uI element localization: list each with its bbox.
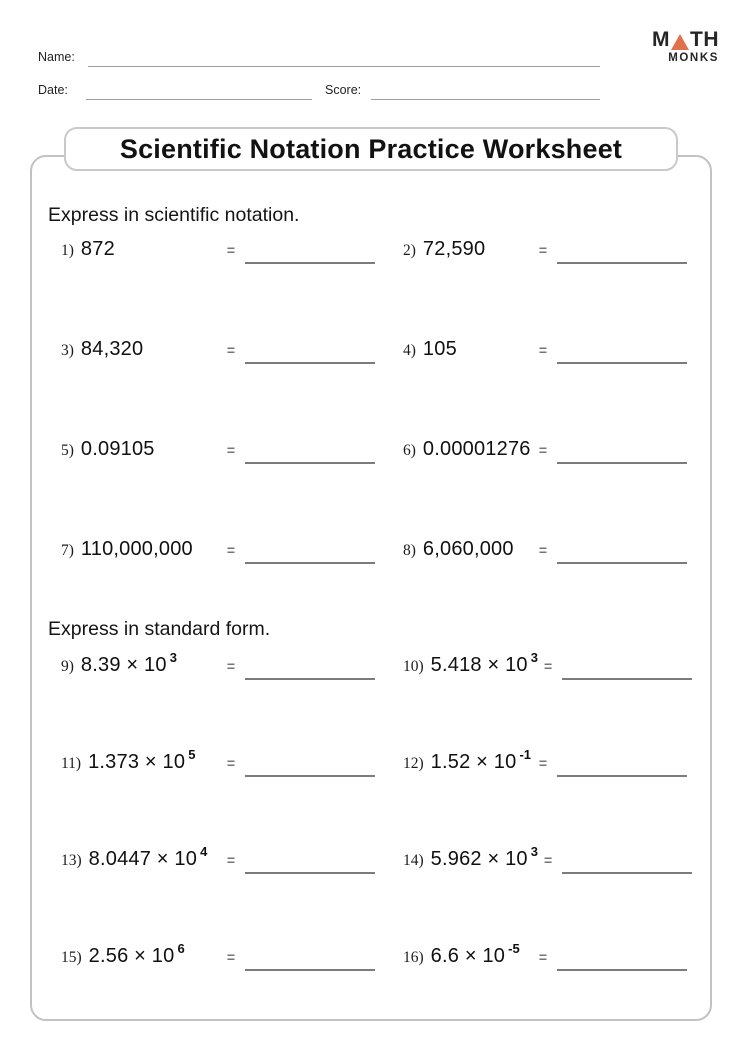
section-heading-standard: Express in standard form. xyxy=(48,618,271,640)
answer-blank[interactable] xyxy=(557,262,687,264)
problem-item xyxy=(61,538,375,572)
logo-letter-m: M xyxy=(652,28,670,51)
equals-sign: = xyxy=(226,442,235,458)
problems-grid-scientific xyxy=(61,238,710,572)
exponent: -5 xyxy=(508,941,520,956)
problem-value: 6.6 × 10 $^{-5}$ xyxy=(430,941,520,967)
logo-letters-th: TH xyxy=(690,28,719,51)
answer-blank[interactable] xyxy=(245,775,375,777)
problem-number: 11) xyxy=(61,755,82,772)
problem-item xyxy=(61,238,375,272)
answer-blank[interactable] xyxy=(562,678,692,680)
logo-monks-word: MONKS xyxy=(668,52,719,64)
equals-sign: = xyxy=(538,542,547,558)
date-input-line[interactable] xyxy=(86,99,312,100)
exponent: 3 xyxy=(169,650,177,665)
problem-number: 13) xyxy=(61,852,82,869)
equals-sign: = xyxy=(226,852,235,868)
problem-value: 1.373 × 10 $^5$ xyxy=(88,747,196,773)
problem-item xyxy=(403,238,687,272)
equals-sign: = xyxy=(544,658,553,674)
problem-value: 84,320 xyxy=(80,338,144,360)
answer-blank[interactable] xyxy=(245,462,375,464)
answer-blank[interactable] xyxy=(245,872,375,874)
answer-blank[interactable] xyxy=(245,262,375,264)
section-heading-scientific: Express in scientific notation. xyxy=(48,204,300,226)
problem-item xyxy=(403,941,687,979)
problem-item xyxy=(403,747,687,785)
problem-value: 2.56 × 10 $^6$ xyxy=(88,941,185,967)
problem-item xyxy=(403,538,687,572)
exponent: -1 xyxy=(519,747,531,762)
equals-sign: = xyxy=(226,242,235,258)
problem-item xyxy=(61,844,375,882)
answer-blank[interactable] xyxy=(557,362,687,364)
answer-blank[interactable] xyxy=(562,872,692,874)
problem-item xyxy=(61,650,375,688)
answer-blank[interactable] xyxy=(245,969,375,971)
problem-number: 8) xyxy=(403,542,416,559)
equals-sign: = xyxy=(226,342,235,358)
problem-value: 8.39 × 10 $^3$ xyxy=(80,650,177,676)
problem-item xyxy=(61,941,375,979)
problem-number: 6) xyxy=(403,442,416,459)
problem-value: 5.418 × 10 $^3$ xyxy=(430,650,538,676)
problem-value: 872 xyxy=(80,238,115,260)
problem-number: 7) xyxy=(61,542,74,559)
equals-sign: = xyxy=(226,755,235,771)
problem-number: 10) xyxy=(403,658,424,675)
equals-sign: = xyxy=(226,949,235,965)
problem-number: 5) xyxy=(61,442,74,459)
problem-number: 4) xyxy=(403,342,416,359)
exponent: 3 xyxy=(530,844,538,859)
exponent: 3 xyxy=(530,650,538,665)
problem-value: 0.00001276 xyxy=(422,438,531,460)
score-label: Score: xyxy=(325,83,362,97)
answer-blank[interactable] xyxy=(557,462,687,464)
problem-value: 105 xyxy=(422,338,457,360)
problems-grid-standard xyxy=(61,650,710,979)
answer-blank[interactable] xyxy=(557,775,687,777)
problem-number: 1) xyxy=(61,242,74,259)
exponent: 6 xyxy=(177,941,185,956)
problem-number: 9) xyxy=(61,658,74,675)
problem-item xyxy=(61,747,375,785)
problem-item xyxy=(403,844,687,882)
problem-value: 72,590 xyxy=(422,238,486,260)
answer-blank[interactable] xyxy=(557,969,687,971)
worksheet-title-box xyxy=(64,127,678,171)
problem-value: 1.52 × 10 $^{-1}$ xyxy=(430,747,531,773)
math-monks-logo xyxy=(652,29,719,64)
exponent: 4 xyxy=(200,844,208,859)
problem-item xyxy=(403,650,687,688)
equals-sign: = xyxy=(538,949,547,965)
page-title: Scientific Notation Practice Worksheet xyxy=(119,133,623,164)
problem-item xyxy=(403,438,687,472)
name-label: Name: xyxy=(38,50,75,64)
triangle-a-icon xyxy=(671,34,689,50)
date-label: Date: xyxy=(38,83,68,97)
equals-sign: = xyxy=(538,442,547,458)
problem-number: 16) xyxy=(403,949,424,966)
problem-value: 110,000,000 xyxy=(80,538,193,560)
problem-value: 8.0447 × 10 $^4$ xyxy=(88,844,208,870)
answer-blank[interactable] xyxy=(557,562,687,564)
problem-number: 12) xyxy=(403,755,424,772)
equals-sign: = xyxy=(544,852,553,868)
problem-number: 3) xyxy=(61,342,74,359)
logo-math-word xyxy=(652,29,719,50)
score-input-line[interactable] xyxy=(371,99,600,100)
equals-sign: = xyxy=(226,658,235,674)
answer-blank[interactable] xyxy=(245,562,375,564)
equals-sign: = xyxy=(226,542,235,558)
problem-value: 5.962 × 10 $^3$ xyxy=(430,844,538,870)
name-input-line[interactable] xyxy=(88,66,600,67)
problem-value: 6,060,000 xyxy=(422,538,514,560)
problem-number: 14) xyxy=(403,852,424,869)
problem-value: 0.09105 xyxy=(80,438,155,460)
answer-blank[interactable] xyxy=(245,362,375,364)
exponent: 5 xyxy=(188,747,196,762)
worksheet-body-frame xyxy=(30,155,712,1021)
answer-blank[interactable] xyxy=(245,678,375,680)
problem-number: 15) xyxy=(61,949,82,966)
equals-sign: = xyxy=(538,755,547,771)
equals-sign: = xyxy=(538,242,547,258)
problem-item xyxy=(403,338,687,372)
equals-sign: = xyxy=(538,342,547,358)
problem-item xyxy=(61,338,375,372)
problem-number: 2) xyxy=(403,242,416,259)
problem-item xyxy=(61,438,375,472)
